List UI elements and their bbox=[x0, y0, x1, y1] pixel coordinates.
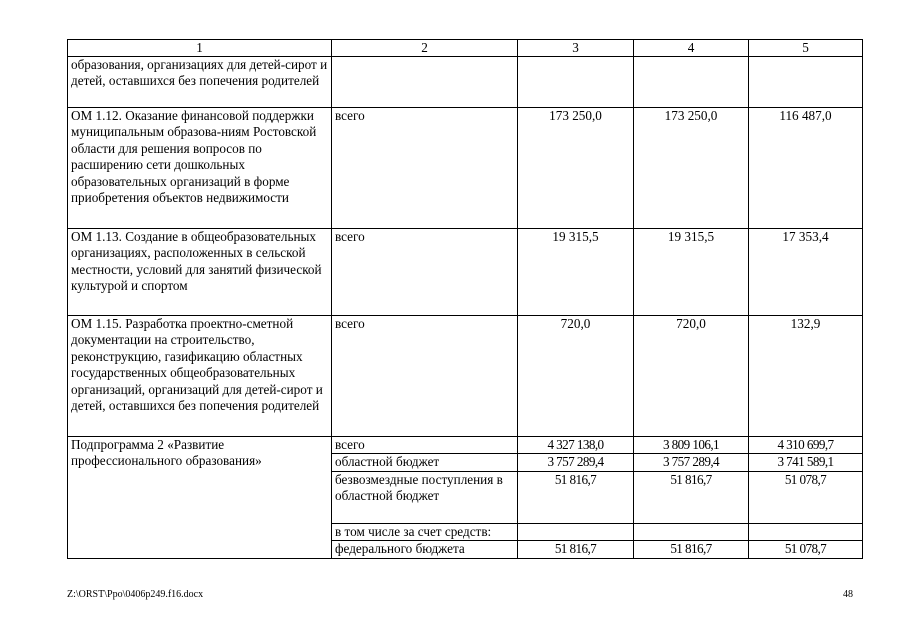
row-source: безвозмездные поступления в областной бюджет bbox=[332, 471, 518, 523]
budget-table bbox=[67, 39, 863, 559]
row-value-5: 51 078,7 bbox=[749, 471, 863, 523]
row-value-3: 720,0 bbox=[518, 316, 634, 437]
row-source: всего bbox=[332, 316, 518, 437]
footer-page-number: 48 bbox=[843, 589, 853, 600]
row-name: ОМ 1.13. Создание в общеобразовательных организациях, расположенных в сельской местности, условий для занятий физической культурой и спортом bbox=[68, 229, 332, 316]
table-row bbox=[68, 316, 863, 437]
header-cell-3: 3 bbox=[518, 40, 634, 57]
row-value-4 bbox=[634, 57, 749, 108]
row-value-3: 3 757 289,4 bbox=[518, 454, 634, 471]
row-value-5: 132,9 bbox=[749, 316, 863, 437]
header-row bbox=[68, 40, 863, 57]
header-cell-2: 2 bbox=[332, 40, 518, 57]
row-value-4 bbox=[634, 523, 749, 540]
row-source: всего bbox=[332, 437, 518, 454]
table-row bbox=[68, 229, 863, 316]
row-value-4: 19 315,5 bbox=[634, 229, 749, 316]
row-value-3: 51 816,7 bbox=[518, 541, 634, 558]
subprogram-name: Подпрограмма 2 «Развитие профессионального образования» bbox=[68, 437, 332, 559]
row-value-3 bbox=[518, 57, 634, 108]
row-source: в том числе за счет средств: bbox=[332, 523, 518, 540]
row-value-3: 19 315,5 bbox=[518, 229, 634, 316]
row-name: ОМ 1.15. Разработка проектно-сметной документации на строительство, реконструкцию, газификацию областных государственных общеобразовательных организаций, организаций для детей-сирот и детей, оставшихся без попечения родителей bbox=[68, 316, 332, 437]
row-source: федерального бюджета bbox=[332, 541, 518, 558]
row-value-5: 4 310 699,7 bbox=[749, 437, 863, 454]
row-value-4: 173 250,0 bbox=[634, 108, 749, 229]
row-value-3 bbox=[518, 523, 634, 540]
row-value-5: 51 078,7 bbox=[749, 541, 863, 558]
header-cell-5: 5 bbox=[749, 40, 863, 57]
footer-file-path: Z:\ORST\Ppo\0406p249.f16.docx bbox=[67, 589, 204, 600]
row-value-4: 51 816,7 bbox=[634, 471, 749, 523]
row-value-5: 3 741 589,1 bbox=[749, 454, 863, 471]
table-row bbox=[68, 57, 863, 108]
row-value-3: 173 250,0 bbox=[518, 108, 634, 229]
row-value-5 bbox=[749, 57, 863, 108]
row-value-3: 51 816,7 bbox=[518, 471, 634, 523]
row-value-4: 3 757 289,4 bbox=[634, 454, 749, 471]
table-row bbox=[68, 108, 863, 229]
row-value-5 bbox=[749, 523, 863, 540]
row-name: образования, организациях для детей-сирот и детей, оставшихся без попечения родителей bbox=[68, 57, 332, 108]
row-source: всего bbox=[332, 108, 518, 229]
row-source: областной бюджет bbox=[332, 454, 518, 471]
row-value-3: 4 327 138,0 bbox=[518, 437, 634, 454]
row-source: всего bbox=[332, 229, 518, 316]
subprogram-row bbox=[68, 437, 863, 454]
header-cell-1: 1 bbox=[68, 40, 332, 57]
row-value-4: 51 816,7 bbox=[634, 541, 749, 558]
header-cell-4: 4 bbox=[634, 40, 749, 57]
row-name: ОМ 1.12. Оказание финансовой поддержки муниципальным образова-ниям Ростовской области для решения вопросов по расширению сети дошкольных образовательных организаций в форме приобретения объектов недвижимости bbox=[68, 108, 332, 229]
row-value-5: 17 353,4 bbox=[749, 229, 863, 316]
row-value-4: 720,0 bbox=[634, 316, 749, 437]
row-value-4: 3 809 106,1 bbox=[634, 437, 749, 454]
row-value-5: 116 487,0 bbox=[749, 108, 863, 229]
row-source bbox=[332, 57, 518, 108]
